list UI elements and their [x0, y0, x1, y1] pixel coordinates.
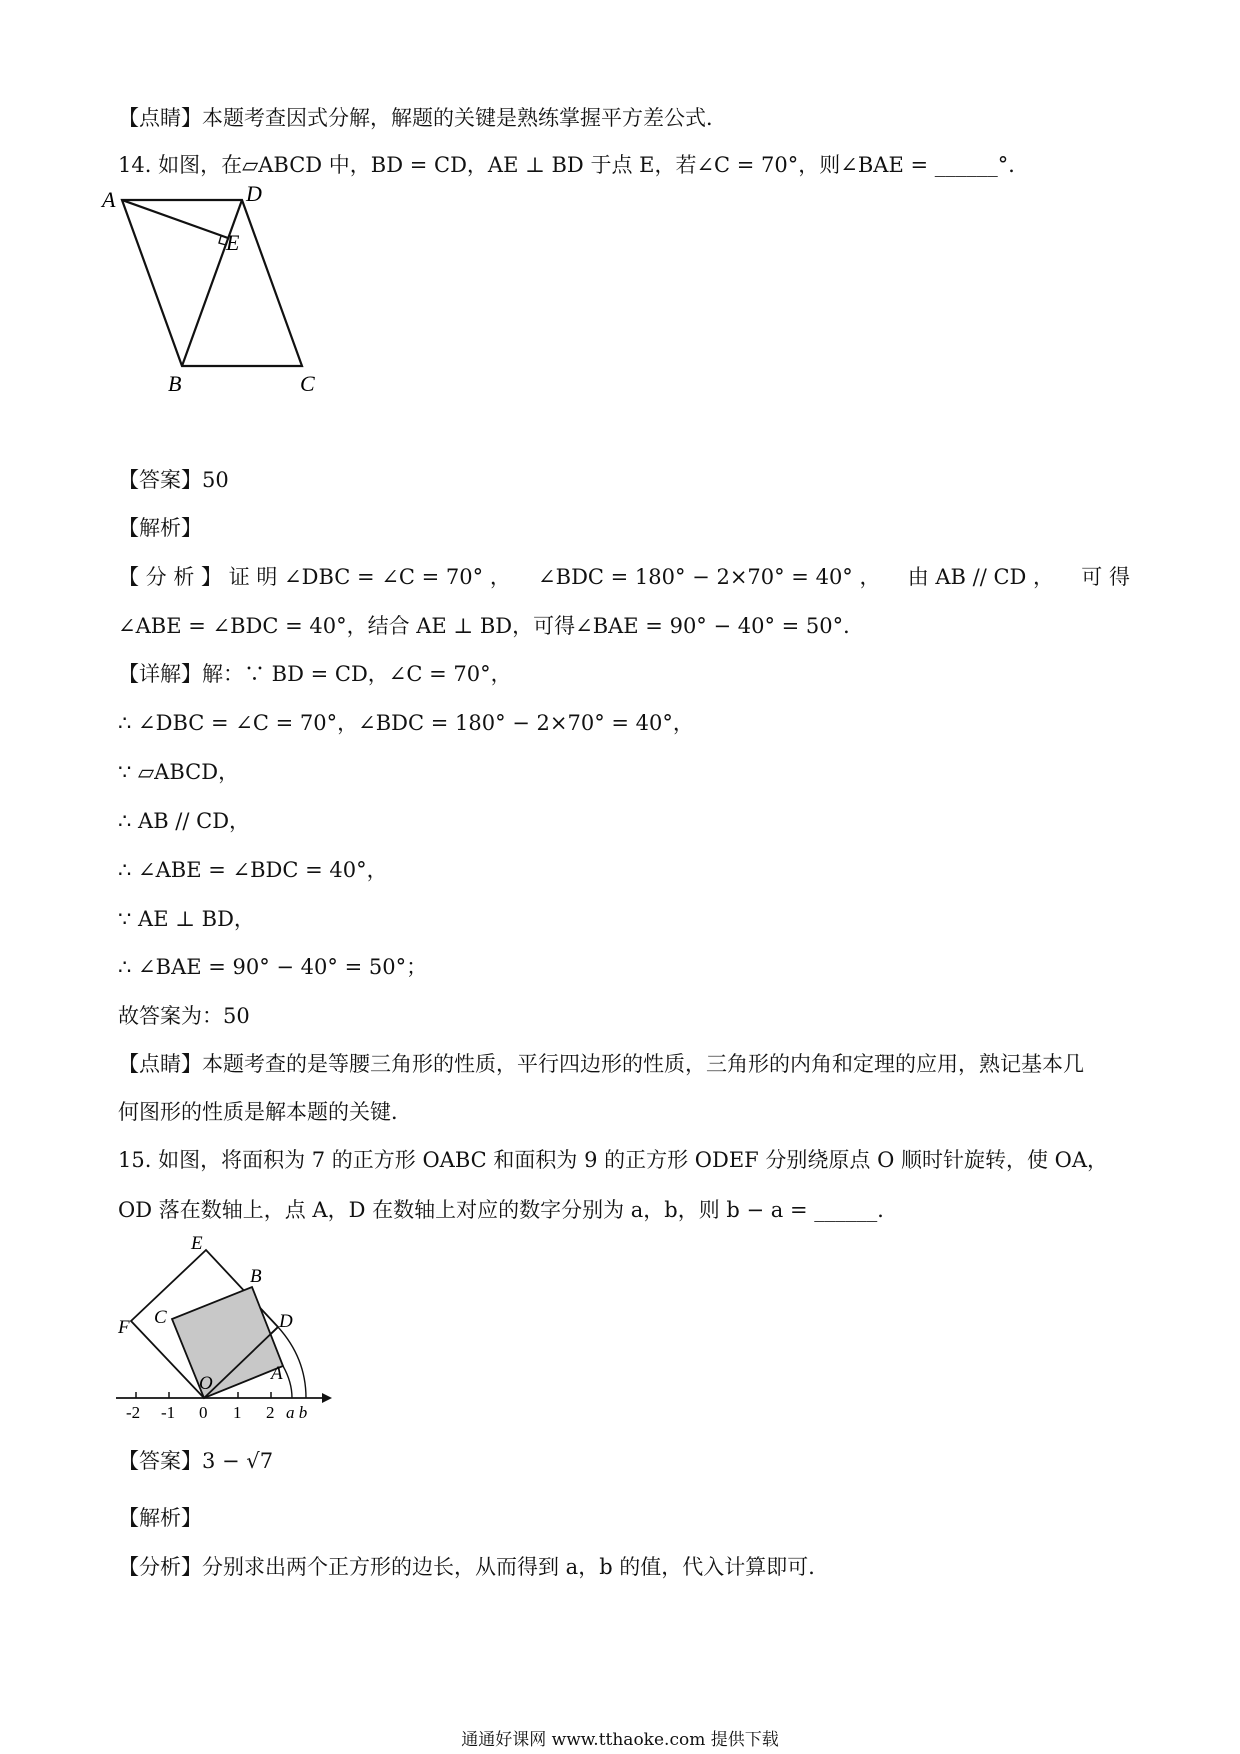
q14-analysis-line1	[118, 562, 1130, 592]
label-e: E	[191, 1233, 203, 1254]
q14-detail-6: ∵ AE ⊥ BD，	[118, 907, 255, 931]
label-o: O	[199, 1373, 213, 1394]
q14-analysis-1a: 【 分 析 】 证 明 ∠DBC = ∠C = 70° ，	[118, 565, 511, 589]
tick-label-neg1: -1	[161, 1403, 176, 1422]
q15-analysis-tag: 【解析】	[118, 1506, 202, 1530]
tick-label-1: 1	[233, 1403, 242, 1422]
label-c: C	[154, 1307, 167, 1328]
label-b: B	[250, 1266, 262, 1287]
arc-a	[283, 1366, 292, 1398]
axis-var-labels: a b	[286, 1403, 308, 1422]
q14-answer: 【答案】50	[118, 468, 229, 492]
q15-stem-1: 15. 如图，将面积为 7 的正方形 OABC 和面积为 9 的正方形 ODEF 分别绕原点 O 顺时针旋转，使 OA，	[118, 1148, 1109, 1172]
q14-detail-4: ∴ AB // CD，	[118, 809, 251, 833]
q14-detail-3: ∵ ▱ABCD，	[118, 760, 240, 784]
label-c: C	[300, 371, 315, 396]
tick-label-2: 2	[266, 1403, 275, 1422]
label-e: E	[226, 230, 240, 255]
q14-comment-2: 何图形的性质是解本题的关键．	[118, 1100, 412, 1124]
q15-answer: 【答案】3 − √7	[118, 1449, 274, 1473]
q14-detail-2: ∴ ∠DBC = ∠C = 70°，∠BDC = 180° − 2×70° = 40°，	[118, 711, 694, 735]
label-d: D	[246, 181, 262, 206]
label-d: D	[279, 1311, 293, 1332]
q13-comment: 【点睛】本题考查因式分解，解题的关键是熟练掌握平方差公式．	[118, 106, 727, 130]
q14-analysis-tag: 【解析】	[118, 516, 202, 540]
q14-figure	[100, 180, 360, 402]
q14-detail-7: ∴ ∠BAE = 90° − 40° = 50°；	[118, 955, 428, 979]
q14-detail-5: ∴ ∠ABE = ∠BDC = 40°，	[118, 858, 388, 882]
q14-analysis-1d: 可 得	[1081, 565, 1130, 589]
q15-squares-diagram	[108, 1232, 344, 1422]
axis-arrow-icon	[322, 1393, 332, 1403]
segment-ae	[122, 200, 228, 238]
q14-stem: 14. 如图，在▱ABCD 中，BD = CD，AE ⊥ BD 于点 E，若∠C = 70°，则∠BAE = ______°．	[118, 153, 1030, 177]
q14-analysis-1c: 由 AB // CD ，	[907, 565, 1055, 589]
label-a: A	[102, 187, 116, 212]
page-footer: 通通好课网 www.tthaoke.com 提供下载	[461, 1730, 779, 1750]
q14-detail-1: 【详解】解：∵ BD = CD，∠C = 70°，	[118, 662, 512, 686]
q14-analysis-line2: ∠ABE = ∠BDC = 40°，结合 AE ⊥ BD，可得∠BAE = 90° − 40° = 50°．	[118, 614, 865, 638]
q15-stem-2: OD 落在数轴上，点 A，D 在数轴上对应的数字分别为 a，b，则 b − a = ______．	[118, 1198, 899, 1222]
q14-parallelogram-diagram	[100, 180, 360, 402]
label-b: B	[168, 371, 182, 396]
label-f: F	[118, 1317, 130, 1338]
q14-analysis-1b: ∠BDC = 180° − 2×70° = 40° ，	[538, 565, 881, 589]
q15-figure	[108, 1232, 344, 1422]
q15-analysis: 【分析】分别求出两个正方形的边长，从而得到 a，b 的值，代入计算即可．	[118, 1555, 830, 1579]
label-a: A	[271, 1363, 283, 1384]
tick-label-0: 0	[199, 1403, 208, 1422]
tick-label-neg2: -2	[126, 1403, 141, 1422]
q14-comment-1: 【点睛】本题考查的是等腰三角形的性质，平行四边形的性质，三角形的内角和定理的应用，熟记基本几	[118, 1052, 1084, 1076]
q14-final-answer: 故答案为：50	[118, 1004, 250, 1028]
